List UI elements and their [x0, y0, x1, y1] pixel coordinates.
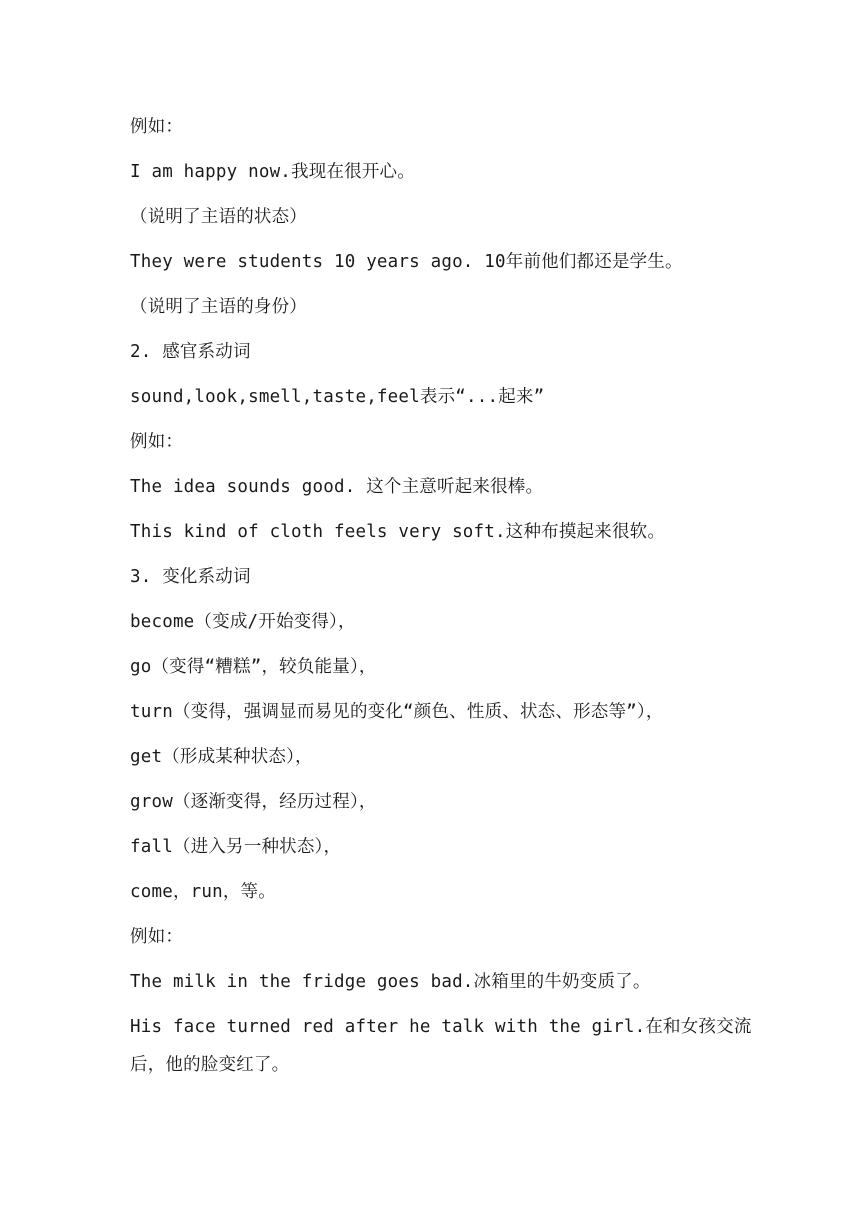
text-line: The milk in the fridge goes bad.冰箱里的牛奶变质了。: [130, 972, 651, 992]
text-line: The idea sounds good. 这个主意听起来很棒。: [130, 477, 544, 497]
list-item: become（变成/开始变得），: [130, 612, 356, 632]
text-line-example-label: 例如：: [130, 927, 184, 947]
text-line-note: （说明了主语的状态）: [130, 207, 307, 227]
list-item: fall（进入另一种状态），: [130, 837, 342, 857]
section-heading: 2. 感官系动词: [130, 342, 251, 362]
text-line: I am happy now.我现在很开心。: [130, 162, 415, 182]
text-line: His face turned red after he talk with the girl.在和女孩交流: [130, 1017, 752, 1037]
text-line: sound,look,smell,taste,feel表示“...起来”: [130, 387, 545, 407]
text-line-continuation: 后，他的脸变红了。: [130, 1055, 290, 1075]
list-item: go（变得“糟糕”，较负能量），: [130, 657, 377, 677]
list-item: come，run，等。: [130, 882, 276, 902]
text-line-example-label: 例如：: [130, 432, 184, 452]
list-item: grow（逐渐变得，经历过程），: [130, 792, 377, 812]
document-body: [130, 112, 750, 1095]
list-item: turn（变得，强调显而易见的变化“颜色、性质、状态、形态等”），: [130, 702, 664, 722]
text-line-example-label: 例如：: [130, 117, 184, 137]
text-line-note: （说明了主语的身份）: [130, 297, 307, 317]
section-heading: 3. 变化系动词: [130, 567, 251, 587]
list-item: get（形成某种状态），: [130, 747, 313, 767]
text-line: They were students 10 years ago. 10年前他们都还是学生。: [130, 252, 683, 272]
text-line: This kind of cloth feels very soft.这种布摸起来很软。: [130, 522, 666, 542]
